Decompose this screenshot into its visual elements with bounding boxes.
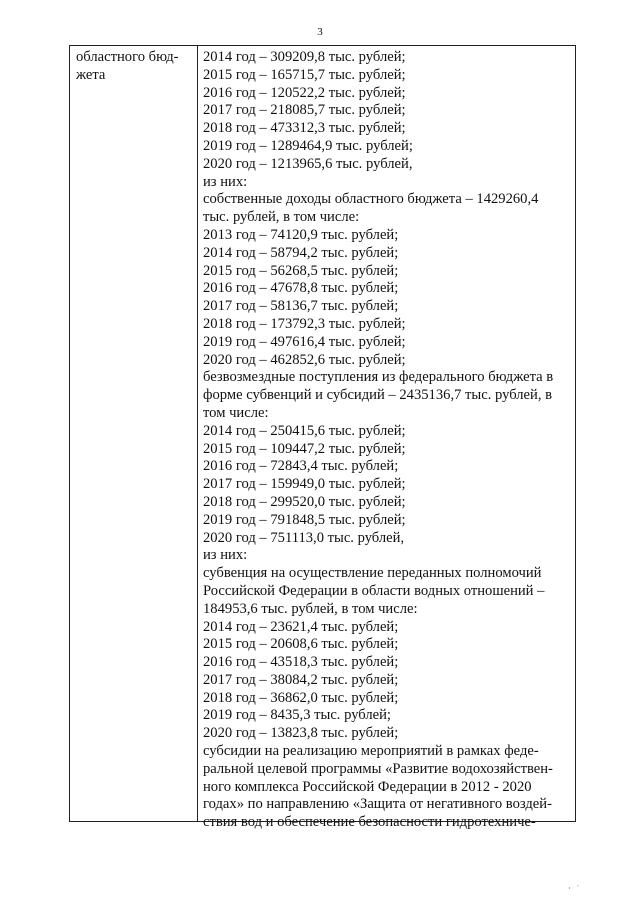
text-line: тыс. рублей, в том числе: xyxy=(203,209,360,226)
text-line: форме субвенций и субсидий – 2435136,7 тыс. рублей, в xyxy=(203,387,553,404)
text-line: 2020 год – 462852,6 тыс. рублей; xyxy=(203,351,406,368)
page-number: 3 xyxy=(317,26,323,38)
text-line: 2015 год – 165715,7 тыс. рублей; xyxy=(203,66,406,83)
text-line: ного комплекса Российской Федерации в 2012 - 2020 xyxy=(203,778,532,795)
text-line: 2016 год – 43518,3 тыс. рублей; xyxy=(203,654,399,671)
text-line: 2018 год – 299520,0 тыс. рублей; xyxy=(203,493,406,510)
text-line: 2018 год – 173792,3 тыс. рублей; xyxy=(203,315,406,332)
text-line: 2019 год – 791848,5 тыс. рублей; xyxy=(203,511,406,528)
text-line: 2013 год – 74120,9 тыс. рублей; xyxy=(203,226,399,243)
text-line: Российской Федерации в области водных отношений – xyxy=(203,582,545,599)
text-line: 184953,6 тыс. рублей, в том числе: xyxy=(203,600,418,617)
text-line: субсидии на реализацию мероприятий в рамках феде- xyxy=(203,743,539,760)
text-line: 2016 год – 120522,2 тыс. рублей; xyxy=(203,84,406,101)
text-line: 2014 год – 250415,6 тыс. рублей; xyxy=(203,422,406,439)
scan-marks xyxy=(568,885,585,893)
text-line: 2017 год – 218085,7 тыс. рублей; xyxy=(203,102,406,119)
table-cell-label xyxy=(70,46,198,821)
text-line: субвенция на осуществление переданных полномочий xyxy=(203,565,542,582)
text-line: 2018 год – 473312,3 тыс. рублей; xyxy=(203,120,406,137)
text-line: 2017 год – 38084,2 тыс. рублей; xyxy=(203,671,399,688)
text-line: 2016 год – 72843,4 тыс. рублей; xyxy=(203,458,399,475)
text-line: 2016 год – 47678,8 тыс. рублей; xyxy=(203,280,399,297)
text-line: из них: xyxy=(203,173,248,190)
text-line: ральной целевой программы «Развитие водохозяйствен- xyxy=(203,760,553,777)
text-line: 2015 год – 56268,5 тыс. рублей; xyxy=(203,262,399,279)
text-line: 2015 год – 109447,2 тыс. рублей; xyxy=(203,440,406,457)
text-line: 2019 год – 497616,4 тыс. рублей; xyxy=(203,333,406,350)
text-line: областного бюд- xyxy=(76,49,179,65)
text-line: 2017 год – 58136,7 тыс. рублей; xyxy=(203,298,399,315)
scan-mark-dot: · xyxy=(568,884,577,893)
text-line: 2018 год – 36862,0 тыс. рублей; xyxy=(203,689,399,706)
text-line: 2019 год – 1289464,9 тыс. рублей; xyxy=(203,137,413,154)
text-line: том числе: xyxy=(203,404,269,421)
text-line: годах» по направлению «Защита от негативного воздей- xyxy=(203,796,552,813)
text-line: 2019 год – 8435,3 тыс. рублей; xyxy=(203,707,391,724)
text-line: 2017 год – 159949,0 тыс. рублей; xyxy=(203,476,406,493)
text-line: 2014 год – 58794,2 тыс. рублей; xyxy=(203,244,399,261)
text-line: жета xyxy=(76,66,106,83)
text-line: 2020 год – 751113,0 тыс. рублей, xyxy=(203,529,405,546)
scan-mark-tick: ˈ xyxy=(576,884,586,893)
text-line: 2014 год – 309209,8 тыс. рублей; xyxy=(203,49,406,65)
text-line: 2014 год – 23621,4 тыс. рублей; xyxy=(203,618,399,635)
text-line: 2015 год – 20608,6 тыс. рублей; xyxy=(203,636,399,653)
text-line: ствия вод и обеспечение безопасности гидротехниче- xyxy=(203,814,536,831)
text-line: 2020 год – 1213965,6 тыс. рублей, xyxy=(203,155,413,172)
document-table xyxy=(69,45,576,831)
text-line: безвозмездные поступления из федерального бюджета в xyxy=(203,369,554,386)
text-line: 2020 год – 13823,8 тыс. рублей; xyxy=(203,725,399,742)
text-line: из них: xyxy=(203,547,248,564)
table-cell-content xyxy=(198,46,575,831)
text-line: собственные доходы областного бюджета – 1429260,4 xyxy=(203,191,539,208)
